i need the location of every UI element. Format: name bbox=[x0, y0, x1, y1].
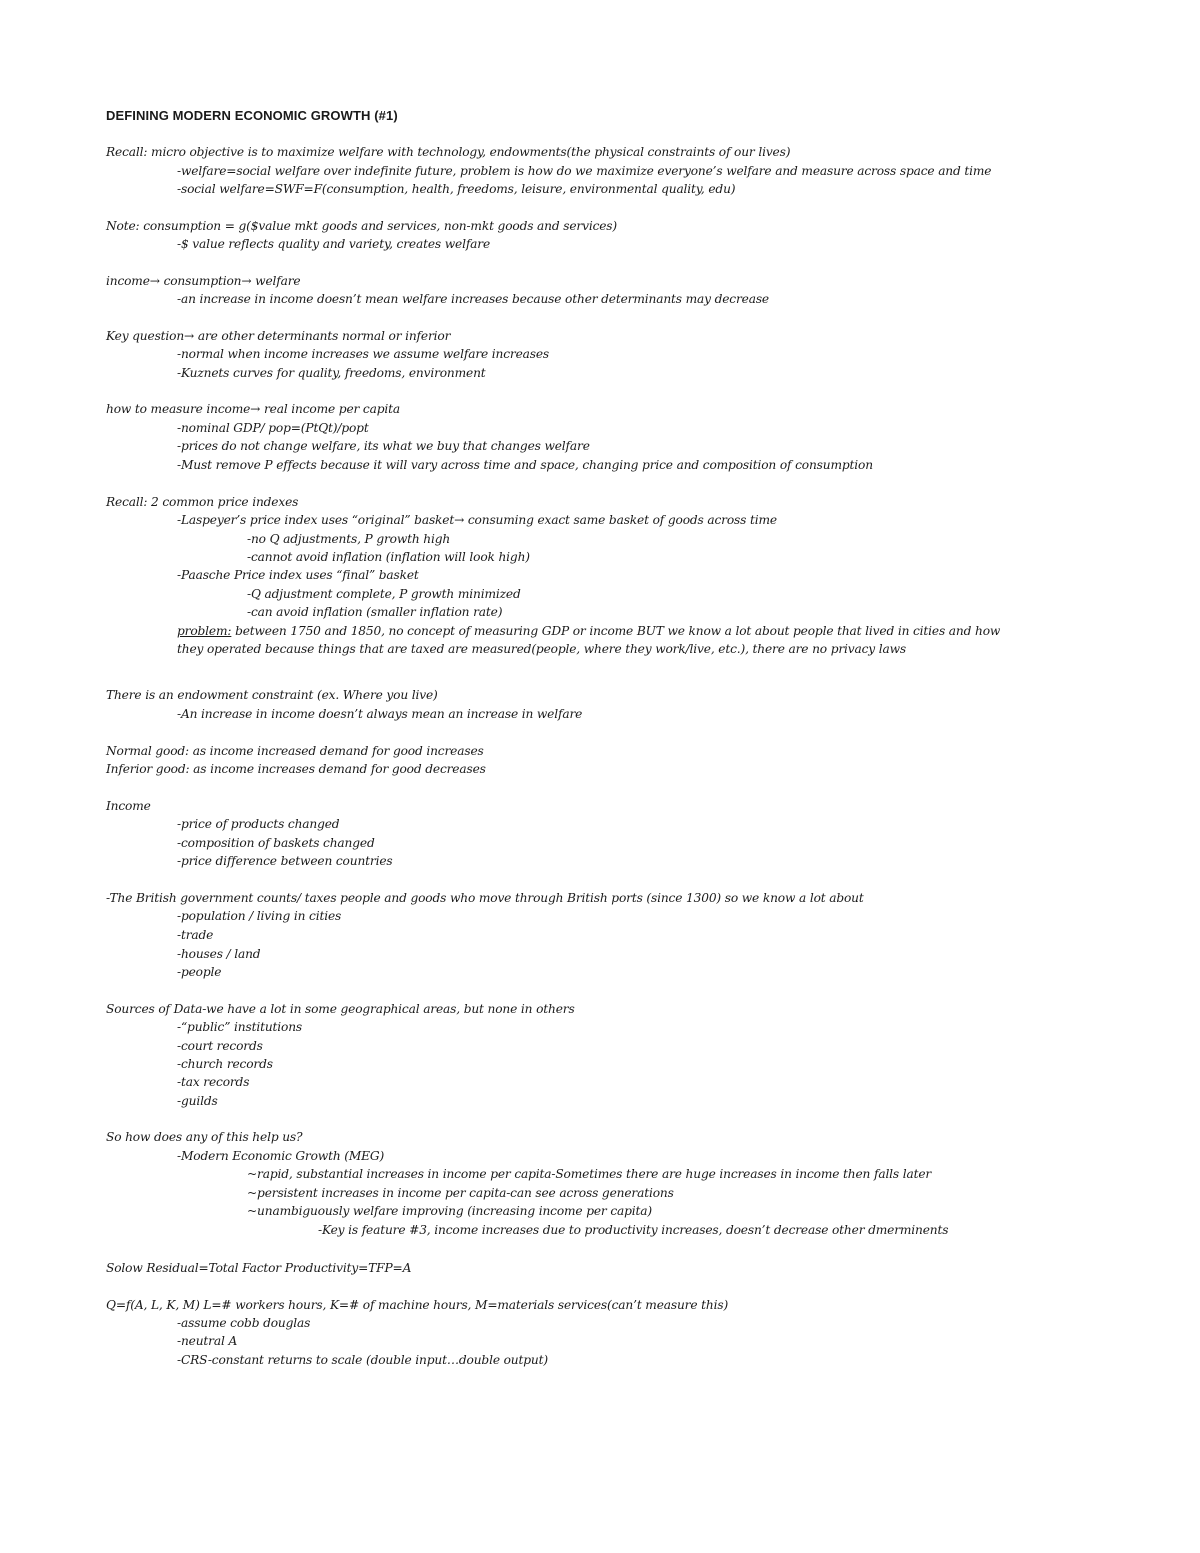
note-line: -population / living in cities bbox=[177, 909, 342, 923]
note-line: how to measure income→ real income per capita bbox=[106, 402, 400, 416]
note-line: -nominal GDP/ pop=(PtQt)/popt bbox=[177, 421, 369, 435]
note-line: -welfare=social welfare over indefinite future, problem is how do we maximize everyone’s welfare and measure across space and time bbox=[177, 164, 992, 178]
page-title: DEFINING MODERN ECONOMIC GROWTH (#1) bbox=[106, 108, 398, 123]
problem-text: between 1750 and 1850, no concept of measuring GDP or income BUT we know a lot about people that lived in cities and how bbox=[231, 624, 1001, 638]
note-line: -An increase in income doesn’t always mean an increase in welfare bbox=[177, 707, 583, 721]
note-line: -prices do not change welfare, its what we buy that changes welfare bbox=[177, 439, 590, 453]
note-line: -an increase in income doesn’t mean welfare increases because other determinants may decrease bbox=[177, 292, 769, 306]
note-line: Note: consumption = g($value mkt goods and services, non-mkt goods and services) bbox=[106, 219, 618, 233]
note-line: -CRS-constant returns to scale (double input…double output) bbox=[177, 1353, 548, 1367]
note-line: -assume cobb douglas bbox=[177, 1316, 311, 1330]
note-line: -people bbox=[177, 965, 222, 979]
note-line: There is an endowment constraint (ex. Where you live) bbox=[106, 688, 438, 702]
note-line: -Q adjustment complete, P growth minimized bbox=[247, 587, 521, 601]
note-line: -price of products changed bbox=[177, 817, 340, 831]
note-line: -court records bbox=[177, 1039, 263, 1053]
note-line: -normal when income increases we assume welfare increases bbox=[177, 347, 550, 361]
note-line: income→ consumption→ welfare bbox=[106, 274, 301, 288]
note-line: -Modern Economic Growth (MEG) bbox=[177, 1149, 385, 1163]
note-line: -price difference between countries bbox=[177, 854, 393, 868]
note-line: -church records bbox=[177, 1057, 273, 1071]
note-line: -Key is feature #3, income increases due to productivity increases, doesn’t decrease other dmerminents bbox=[318, 1223, 949, 1237]
note-line: Key question→ are other determinants normal or inferior bbox=[106, 329, 451, 343]
note-line: Normal good: as income increased demand for good increases bbox=[106, 744, 484, 758]
note-line: -Paasche Price index uses “final” basket bbox=[177, 568, 419, 582]
note-line: -$ value reflects quality and variety, creates welfare bbox=[177, 237, 491, 251]
note-line: -composition of baskets changed bbox=[177, 836, 375, 850]
note-line: ~rapid, substantial increases in income per capita-Sometimes there are huge increases in income then falls later bbox=[247, 1167, 932, 1181]
note-line: -guilds bbox=[177, 1094, 218, 1108]
note-line: -houses / land bbox=[177, 947, 261, 961]
note-line: -trade bbox=[177, 928, 214, 942]
note-line: -The British government counts/ taxes people and goods who move through British ports (since 1300) so we know a lot about bbox=[106, 891, 864, 905]
note-line: -Kuznets curves for quality, freedoms, environment bbox=[177, 366, 486, 380]
note-line: -social welfare=SWF=F(consumption, health, freedoms, leisure, environmental quality, edu) bbox=[177, 182, 736, 196]
note-line: Inferior good: as income increases demand for good decreases bbox=[106, 762, 486, 776]
note-line: -“public” institutions bbox=[177, 1020, 303, 1034]
note-line: Sources of Data-we have a lot in some geographical areas, but none in others bbox=[106, 1002, 575, 1016]
note-line: -cannot avoid inflation (inflation will look high) bbox=[247, 550, 530, 564]
note-line: Recall: micro objective is to maximize welfare with technology, endowments(the physical constraints of our lives) bbox=[106, 145, 791, 159]
note-line: ~unambiguously welfare improving (increasing income per capita) bbox=[247, 1204, 652, 1218]
note-line: -can avoid inflation (smaller inflation rate) bbox=[247, 605, 503, 619]
note-line: Recall: 2 common price indexes bbox=[106, 495, 299, 509]
note-line: -Laspeyer’s price index uses “original” basket→ consuming exact same basket of goods across time bbox=[177, 513, 777, 527]
note-line: So how does any of this help us? bbox=[106, 1130, 303, 1144]
note-line: they operated because things that are taxed are measured(people, where they work/live, etc.), there are no privacy laws bbox=[177, 642, 907, 656]
problem-label: problem: bbox=[177, 624, 232, 638]
note-line bbox=[177, 622, 1000, 640]
note-line: -neutral A bbox=[177, 1334, 238, 1348]
note-line: -tax records bbox=[177, 1075, 250, 1089]
note-line: Income bbox=[106, 799, 151, 813]
note-line: -no Q adjustments, P growth high bbox=[247, 532, 451, 546]
note-line: -Must remove P effects because it will vary across time and space, changing price and composition of consumption bbox=[177, 458, 873, 472]
note-line: Solow Residual=Total Factor Productivity=TFP=A bbox=[106, 1261, 412, 1275]
note-line: Q=f(A, L, K, M) L=# workers hours, K=# of machine hours, M=materials services(can’t measure this) bbox=[106, 1298, 729, 1312]
note-line: ~persistent increases in income per capita-can see across generations bbox=[247, 1186, 674, 1200]
